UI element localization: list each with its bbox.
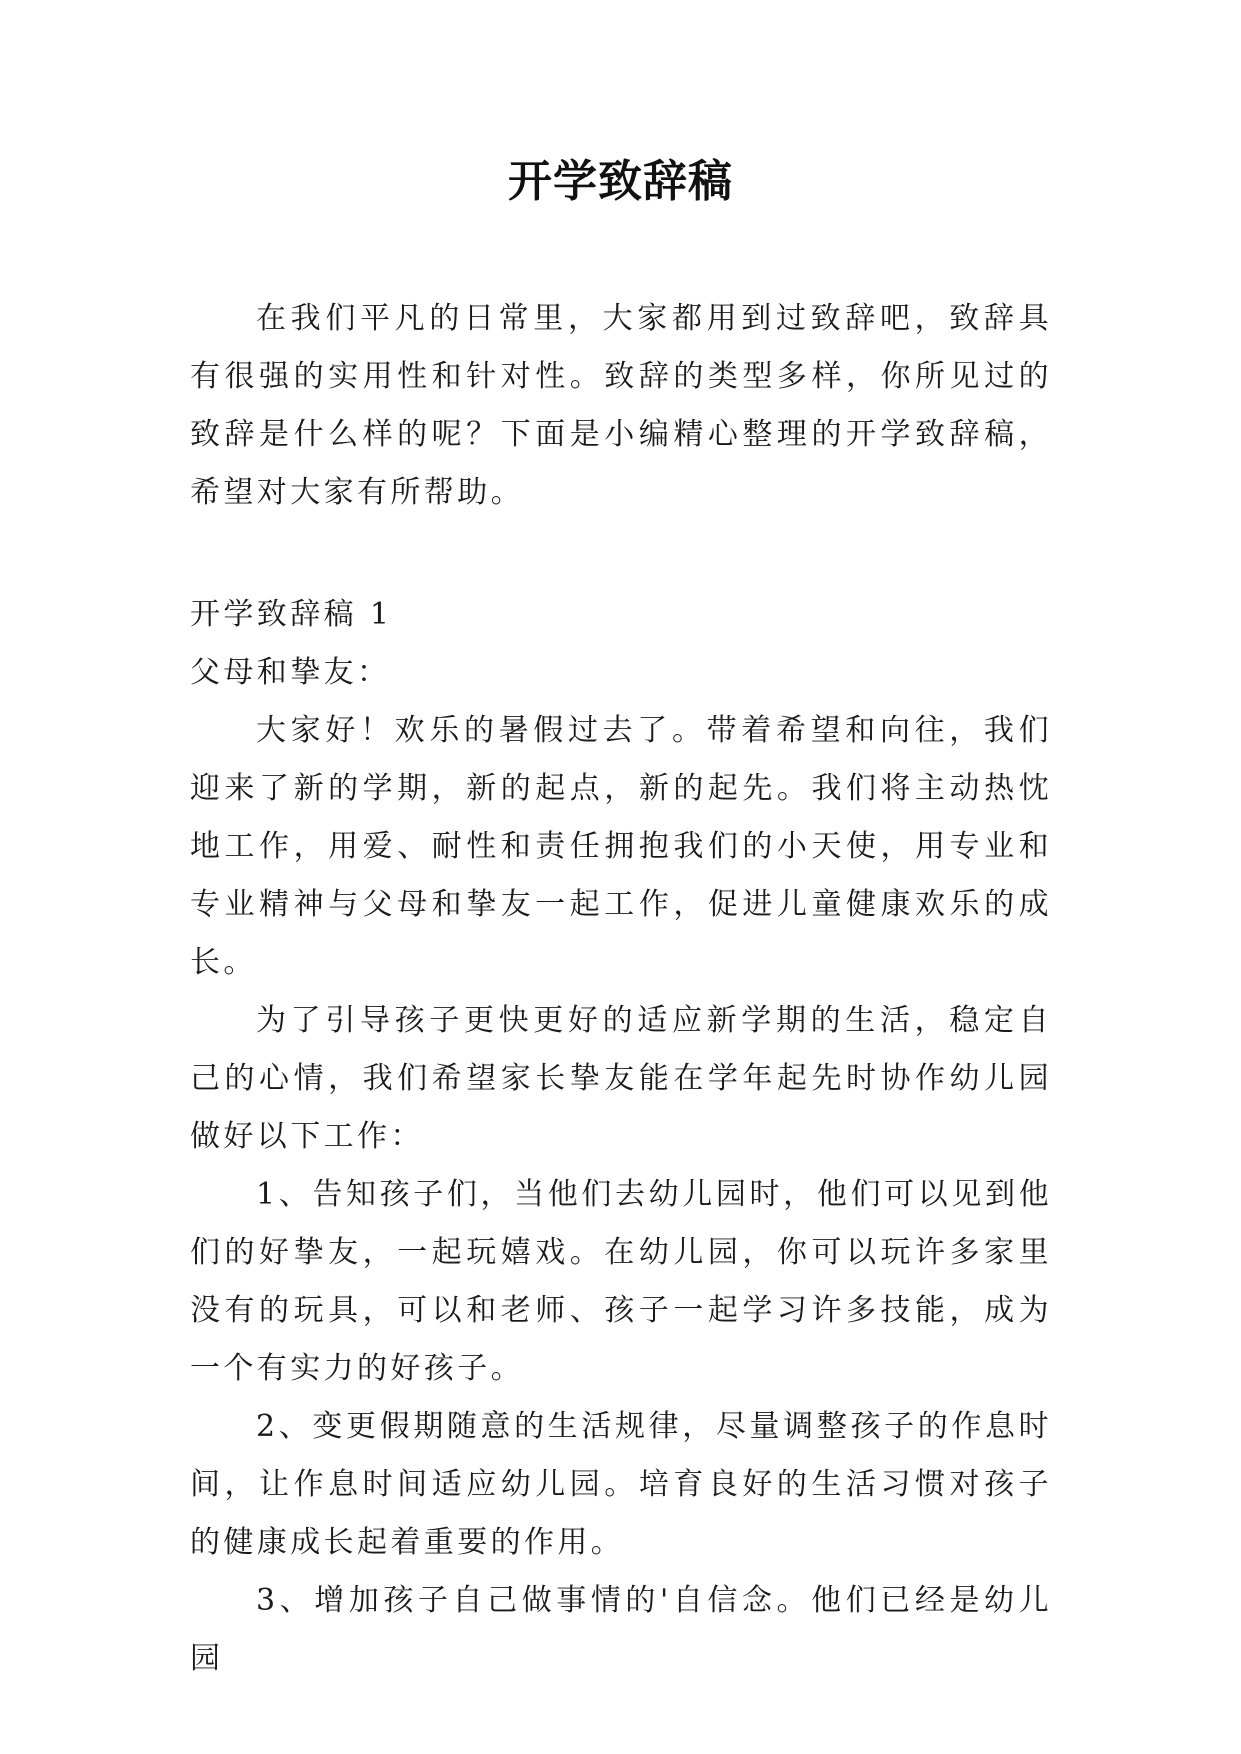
body-paragraph: 1、告知孩子们，当他们去幼儿园时，他们可以见到他们的好挚友，一起玩嬉戏。在幼儿园，你可以玩许多家里没有的玩具，可以和老师、孩子一起学习许多技能，成为一个有实力的好孩子。 bbox=[190, 1177, 1052, 1386]
document-title: 开学致辞稿 bbox=[508, 156, 733, 207]
document-body bbox=[190, 290, 1052, 1688]
salutation: 父母和挚友： bbox=[190, 655, 391, 690]
body-paragraph: 大家好！欢乐的暑假过去了。带着希望和向往，我们迎来了新的学期，新的起点，新的起先。我们将主动热忱地工作，用爱、耐性和责任拥抱我们的小天使，用专业和专业精神与父母和挚友一起工作，促进儿童健康欢乐的成长。 bbox=[190, 713, 1052, 980]
body-paragraph: 3、增加孩子自己做事情的'自信念。他们已经是幼儿园 bbox=[190, 1583, 1052, 1676]
section-heading: 开学致辞稿 1 bbox=[190, 597, 393, 632]
body-paragraph: 2、变更假期随意的生活规律，尽量调整孩子的作息时间，让作息时间适应幼儿园。培育良好的生活习惯对孩子的健康成长起着重要的作用。 bbox=[190, 1409, 1052, 1560]
body-paragraph: 为了引导孩子更快更好的适应新学期的生活，稳定自己的心情，我们希望家长挚友能在学年起先时协作幼儿园做好以下工作： bbox=[190, 1003, 1052, 1154]
intro-paragraph: 在我们平凡的日常里，大家都用到过致辞吧，致辞具有很强的实用性和针对性。致辞的类型多样，你所见过的致辞是什么样的呢？下面是小编精心整理的开学致辞稿，希望对大家有所帮助。 bbox=[190, 301, 1052, 510]
spacer bbox=[190, 522, 1052, 586]
